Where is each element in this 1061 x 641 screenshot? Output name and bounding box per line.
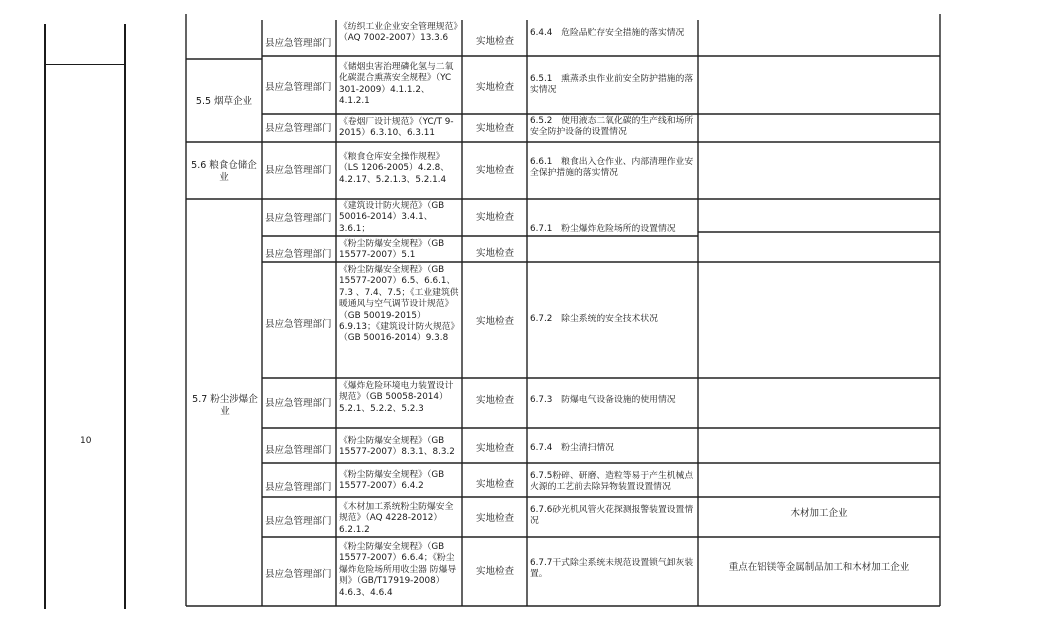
standard-cell: 《储烟虫害治理磷化氢与二氧化碳混合熏蒸安全规程》（YC 301-2009）4.1.1.2、4.1.2.1 <box>339 62 454 107</box>
dept-cell: 县应急管理部门 <box>265 38 332 49</box>
dept-cell: 县应急管理部门 <box>265 123 332 134</box>
dept-cell: 县应急管理部门 <box>265 213 332 224</box>
method-cell: 实地检查 <box>475 316 514 327</box>
dept-cell: 县应急管理部门 <box>265 249 332 260</box>
category-label: 5.6 粮食仓储企业 <box>191 160 257 183</box>
check-item-cell: 6.7.7干式除尘系统未规范设置锁气卸灰装置。 <box>530 558 694 580</box>
note-cell: 重点在铝镁等金属制品加工和木材加工企业 <box>728 562 910 573</box>
method-cell: 实地检查 <box>475 443 514 454</box>
standard-cell: 《卷烟厂设计规范》（YC/T 9-2015）6.3.10、6.3.11 <box>339 117 454 139</box>
check-item-cell: 6.7.4 粉尘清扫情况 <box>530 443 614 453</box>
standard-cell: 《木材加工系统粉尘防爆安全规范》（AQ 4228-2012）6.2.1.2 <box>339 502 454 535</box>
dept-cell: 县应急管理部门 <box>265 319 332 330</box>
dept-cell: 县应急管理部门 <box>265 569 332 580</box>
standard-cell: 《纺织工业企业安全管理规范》（AQ 7002-2007）13.3.6 <box>339 22 458 44</box>
method-cell: 实地检查 <box>475 395 514 406</box>
method-cell: 实地检查 <box>475 123 514 134</box>
method-cell: 实地检查 <box>475 248 514 259</box>
check-item-cell: 6.7.1 粉尘爆炸危险场所的设置情况 <box>530 224 676 234</box>
check-item-cell: 6.6.1 粮食出入仓作业、内部清理作业安全保护措施的落实情况 <box>530 157 694 179</box>
page-number: 10 <box>80 436 92 446</box>
method-cell: 实地检查 <box>475 36 514 47</box>
standard-cell: 《粉尘防爆安全规程》（GB 15577-2007）6.5、6.6.1、7.3 、7.4、7.5；《工业建筑供暖通风与空气调节设计规范》（GB 50019-2015）6.9.13；《建筑设计防火规范》（GB 50016-2014）9.3.8 <box>339 265 459 344</box>
check-item-cell: 6.7.5粉碎、研磨、造粒等易于产生机械点火源的工艺前去除异物装置设置情况 <box>530 471 694 493</box>
note-cell: 木材加工企业 <box>790 508 848 519</box>
standard-cell: 《粮食仓库安全操作规程》（LS 1206-2005）4.2.8、4.2.17、5.2.1.3、5.2.1.4 <box>339 152 450 185</box>
check-item-cell: 6.4.4 危险品贮存安全措施的落实情况 <box>530 28 685 38</box>
standard-cell: 《爆炸危险环境电力装置设计规范》（GB 50058-2014）5.2.1、5.2.2、5.2.3 <box>339 381 454 414</box>
method-cell: 实地检查 <box>475 513 514 524</box>
check-item-cell: 6.7.6砂光机风管火花探测报警装置设置情况 <box>530 505 694 527</box>
standard-cell: 《建筑设计防火规范》（GB 50016-2014）3.4.1、3.6.1； <box>339 201 445 234</box>
dept-cell: 县应急管理部门 <box>265 82 332 93</box>
dept-cell: 县应急管理部门 <box>265 445 332 456</box>
standard-cell: 《粉尘防爆安全规程》（GB 15577-2007）8.3.1、8.3.2 <box>339 436 455 458</box>
dept-cell: 县应急管理部门 <box>265 482 332 493</box>
method-cell: 实地检查 <box>475 566 514 577</box>
method-cell: 实地检查 <box>475 212 514 223</box>
dept-cell: 县应急管理部门 <box>265 398 332 409</box>
standard-cell: 《粉尘防爆安全规程》（GB 15577-2007）5.1 <box>339 239 445 261</box>
standard-cell: 《粉尘防爆安全规程》（GB 15577-2007）6.4.2 <box>339 470 445 492</box>
category-label: 5.5 烟草企业 <box>195 96 253 107</box>
check-item-cell: 6.5.1 熏蒸杀虫作业前安全防护措施的落实情况 <box>530 74 694 96</box>
category-label: 5.7 粉尘涉爆企业 <box>192 394 258 417</box>
method-cell: 实地检查 <box>475 165 514 176</box>
dept-cell: 县应急管理部门 <box>265 165 332 176</box>
dept-cell: 县应急管理部门 <box>265 516 332 527</box>
standard-cell: 《粉尘防爆安全规程》（GB 15577-2007）6.6.4；《粉尘爆炸危险场所用收尘器 防爆导则》（GB/T17919-2008）4.6.3、4.6.4 <box>339 542 457 598</box>
method-cell: 实地检查 <box>475 82 514 93</box>
method-cell: 实地检查 <box>475 479 514 490</box>
check-item-cell: 6.7.3 防爆电气设备设施的使用情况 <box>530 395 676 405</box>
check-item-cell: 6.5.2 使用液态二氧化碳的生产线和场所安全防护设备的设置情况 <box>530 116 694 138</box>
check-item-cell: 6.7.2 除尘系统的安全技术状况 <box>530 314 658 324</box>
